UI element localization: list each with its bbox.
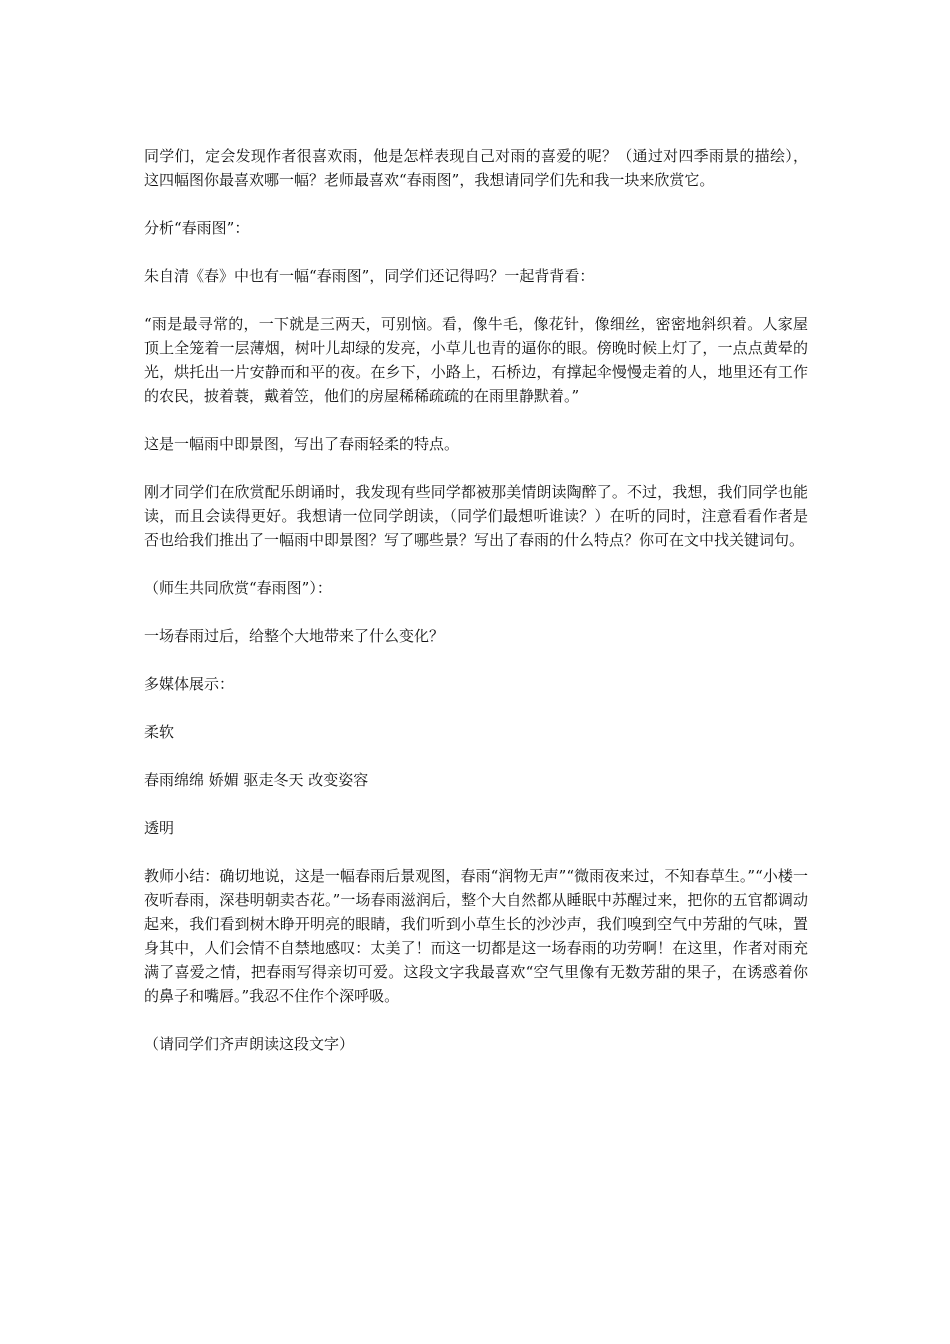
paragraph-read-aloud: （请同学们齐声朗读这段文字） xyxy=(144,1035,355,1053)
paragraph-multimedia: 多媒体展示： xyxy=(144,675,235,693)
document-body xyxy=(144,144,808,1080)
paragraph-question: 一场春雨过后，给整个大地带来了什么变化？ xyxy=(144,627,445,645)
paragraph-shared-appreciation: （师生共同欣赏“春雨图”）： xyxy=(144,579,332,597)
paragraph-analysis-heading: 分析“春雨图”： xyxy=(144,219,250,237)
paragraph-recitation: 刚才同学们在欣赏配乐朗诵时，我发现有些同学都被那美情朗读陶醉了。不过，我想，我们同学也能读，而且会读得更好。我想请一位同学朗读，（同学们最想听谁读？）在听的同时，注意看看作者是否也给我们推出了一幅雨中即景图？写了哪些景？写出了春雨的什么特点？你可在文中找关键词句。 xyxy=(144,483,808,549)
paragraph-zhu-ziqing: 朱自清《春》中也有一幅“春雨图”，同学们还记得吗？一起背背看： xyxy=(144,267,595,285)
paragraph-scene-summary: 这是一幅雨中即景图，写出了春雨轻柔的特点。 xyxy=(144,435,460,453)
paragraph-soft: 柔软 xyxy=(144,723,175,741)
paragraph-transparent: 透明 xyxy=(144,819,175,837)
paragraph-intro: 同学们，定会发现作者很喜欢雨，他是怎样表现自己对雨的喜爱的呢？（通过对四季雨景的描绘），这四幅图你最喜欢哪一幅？老师最喜欢“春雨图”，我想请同学们先和我一块来欣赏它。 xyxy=(144,147,808,189)
paragraph-teacher-summary: 教师小结：确切地说，这是一幅春雨后景观图，春雨“润物无声”“微雨夜来过，不知春草生。”“小楼一夜听春雨，深巷明朝卖杏花。”一场春雨滋润后，整个大自然都从睡眠中苏醒过来，把你的五官都调动起来，我们看到树木睁开明亮的眼睛，我们听到小草生长的沙沙声，我们嗅到空气中芳甜的气味，置身其中，人们会情不自禁地感叹：太美了！而这一切都是这一场春雨的功劳啊！在这里，作者对雨充满了喜爱之情，把春雨写得亲切可爱。这段文字我最喜欢“空气里像有无数芳甜的果子，在诱惑着你的鼻子和嘴唇。”我忍不住作个深呼吸。 xyxy=(144,867,808,1005)
paragraph-quote: “雨是最寻常的，一下就是三两天，可别恼。看，像牛毛，像花针，像细丝，密密地斜织着。人家屋顶上全笼着一层薄烟，树叶儿却绿的发亮，小草儿也青的逼你的眼。傍晚时候上灯了，一点点黄晕的光，烘托出一片安静而和平的夜。在乡下，小路上，石桥边，有撑起伞慢慢走着的人，地里还有工作的农民，披着蓑，戴着笠，他们的房屋稀稀疏疏的在雨里静默着。” xyxy=(144,315,808,405)
paragraph-keywords: 春雨绵绵 娇媚 驱走冬天 改变姿容 xyxy=(144,771,369,789)
